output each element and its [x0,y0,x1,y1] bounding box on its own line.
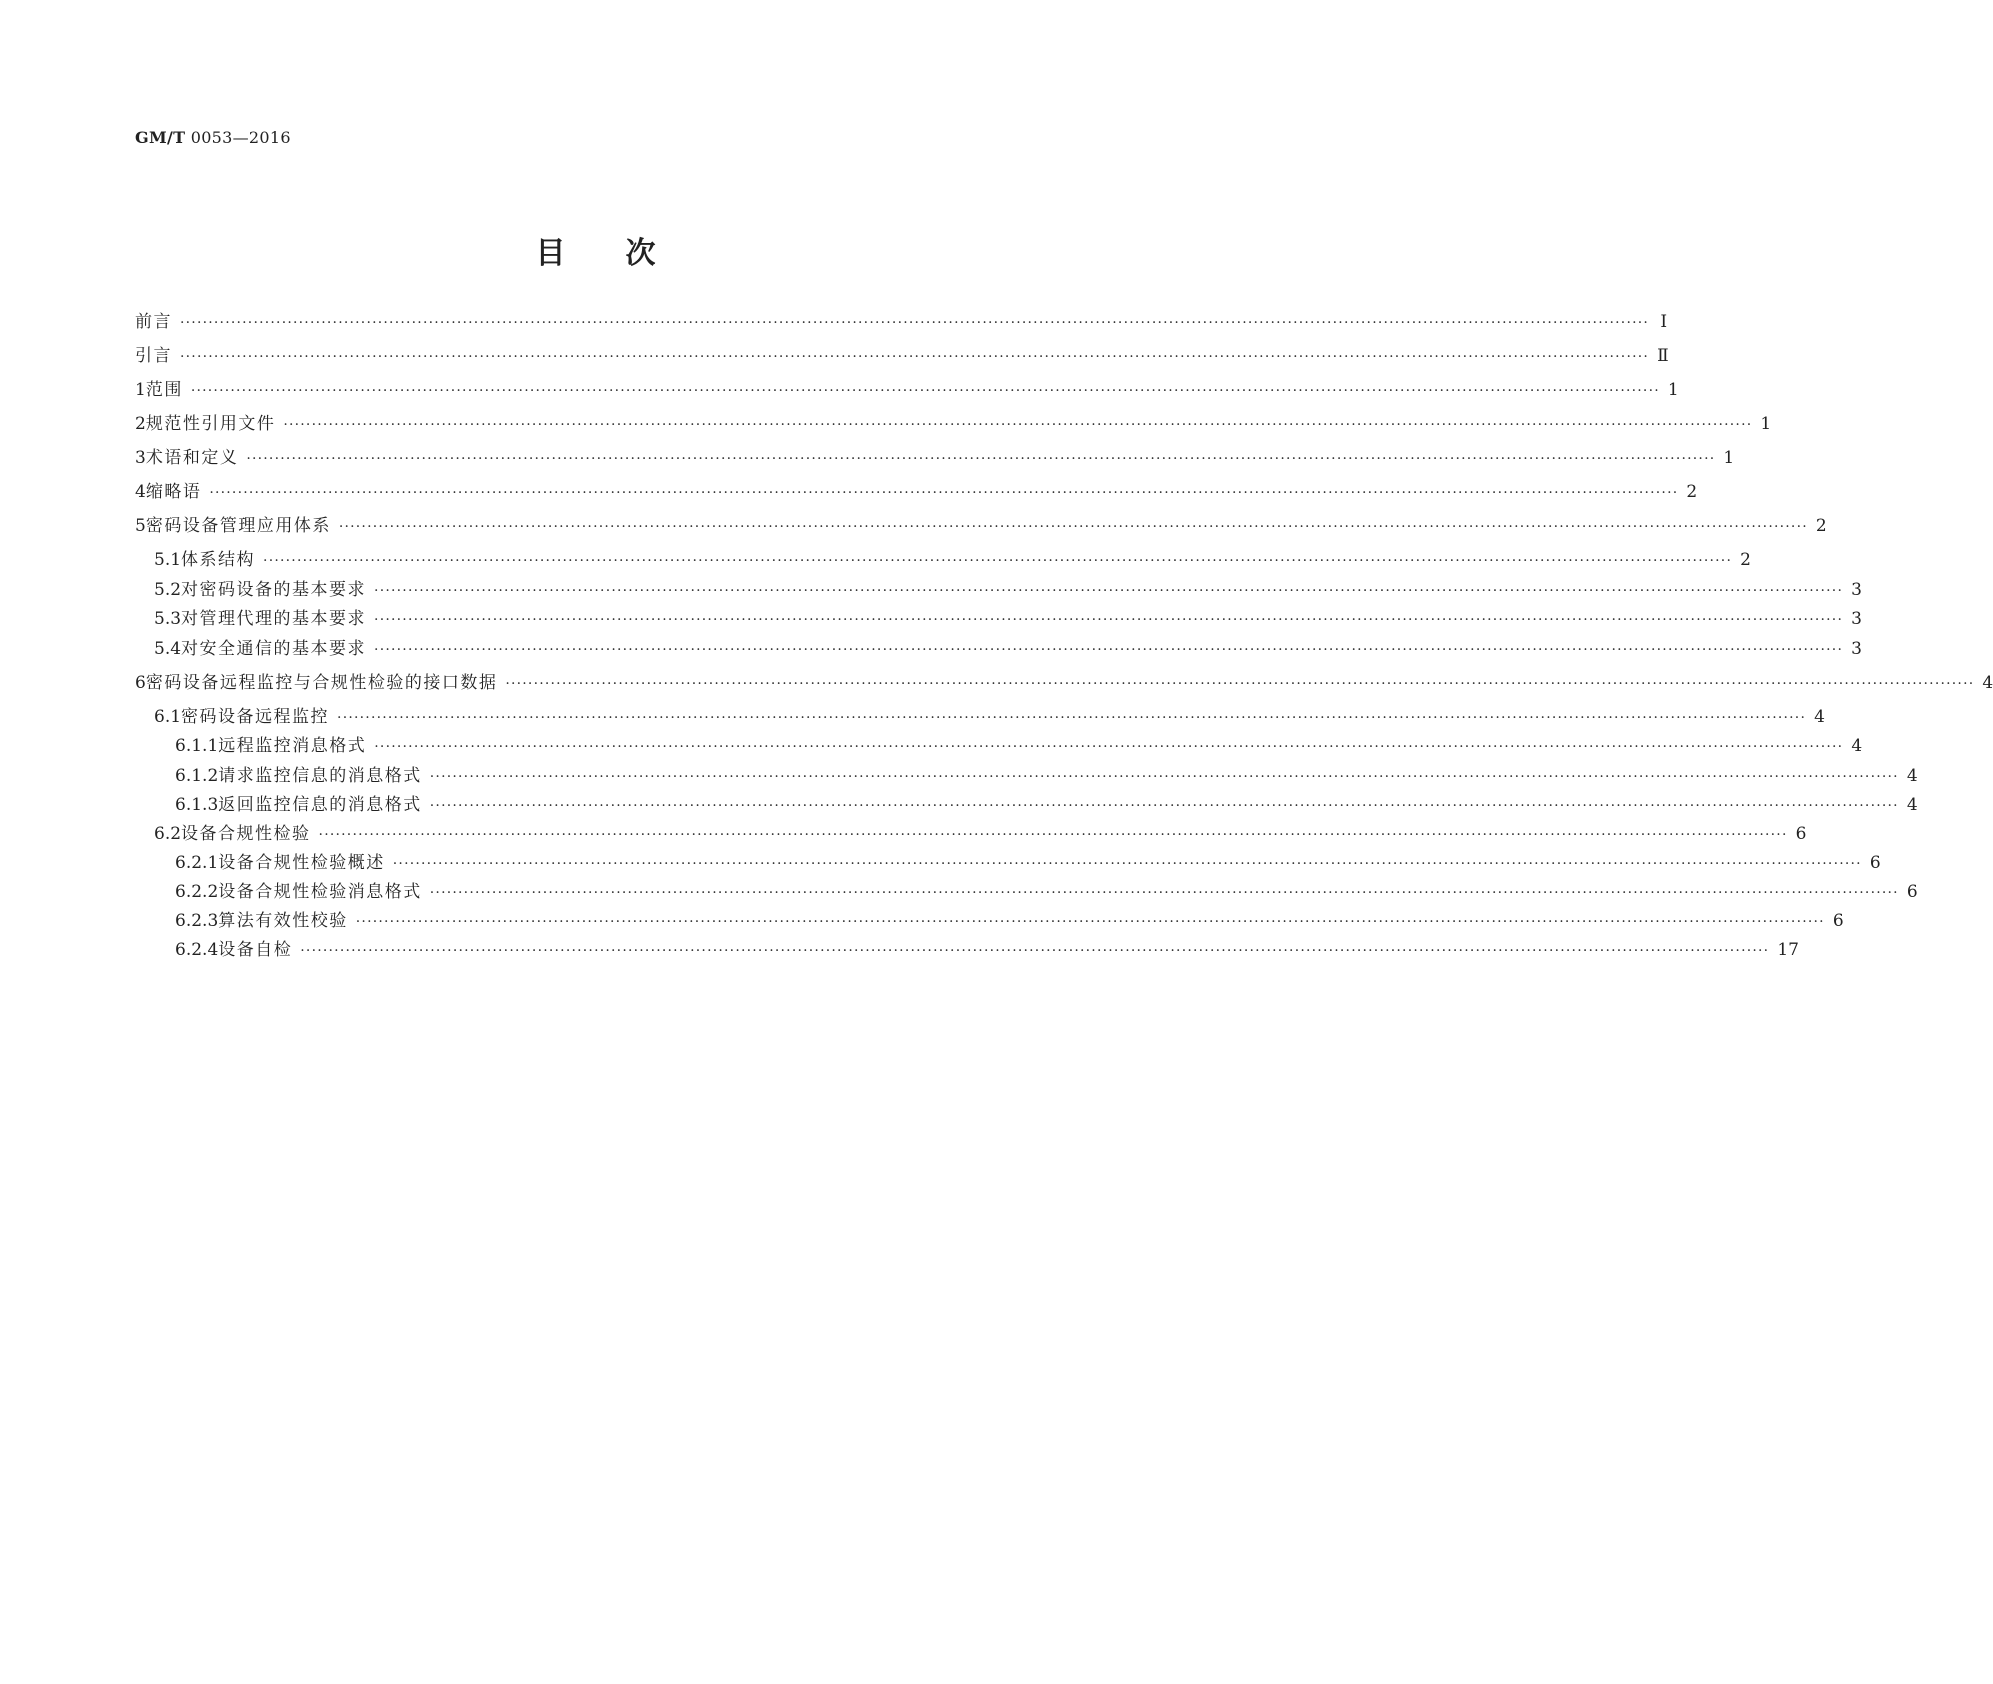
toc-entry-label: 密码设备管理应用体系 [145,516,331,536]
leader-dots: ···································································································································································································································································· [374,739,1844,755]
toc-entry-5-2[interactable] [154,575,1862,600]
toc-entry-label: 返回监控信息的消息格式 [218,795,422,815]
leader-dots: ···································································································································································································································································· [300,943,1770,959]
standard-code-prefix: GM/T [135,128,186,147]
toc-entry-page: 6 [1906,882,1918,902]
toc-entry-2[interactable] [135,409,1772,434]
toc-entry-6-2-1[interactable] [175,848,1881,873]
toc-entry-1[interactable] [135,375,1679,400]
toc-entry-page: Ⅰ [1660,312,1668,332]
toc-entry-5-4[interactable] [154,634,1862,659]
page-title: 目次 [535,236,716,271]
leader-dots: ···································································································································································································································································· [374,612,1844,628]
toc-entry-number: 6.2.2 [175,882,219,902]
toc-entry-page: 4 [1906,795,1918,815]
toc-entry-page: 4 [1982,673,1993,693]
toc-entry-4[interactable] [135,477,1698,502]
toc-entry-number: 1 [135,380,146,400]
toc-entry-label: 范围 [145,380,183,400]
leader-dots: ···································································································································································································································································· [283,417,1753,433]
toc-entry-number: 3 [135,448,146,468]
leader-dots: ···································································································································································································································································· [180,349,1650,365]
toc-entry-label: 前言 [135,312,172,332]
toc-entry-label: 设备合规性检验 [181,824,311,844]
leader-dots: ···································································································································································································································································· [338,519,1808,535]
toc-entry-number: 6.1.1 [175,736,219,756]
toc-entry-page: 2 [1740,550,1751,570]
toc-entry-page: 6 [1869,853,1881,873]
toc-entry-page: 4 [1851,736,1863,756]
toc-entry-page: 4 [1906,766,1918,786]
leader-dots: ···································································································································································································································································· [180,315,1650,331]
toc-entry-page: 1 [1760,414,1772,434]
toc-entry-label: 设备合规性检验概述 [218,853,385,873]
toc-entry-number: 6.2.3 [175,911,219,931]
toc-entry-label: 引言 [135,346,172,366]
leader-dots: ···································································································································································································································································· [429,798,1899,814]
leader-dots: ···································································································································································································································································· [246,451,1716,467]
toc-entry-label: 密码设备远程监控 [181,707,330,727]
toc-entry-6-2-4[interactable] [175,935,1799,960]
toc-entry-foreword[interactable] [135,307,1668,332]
leader-dots: ···································································································································································································································································· [209,485,1679,501]
toc-entry-5-1[interactable] [154,545,1751,570]
toc-entry-number: 6 [135,673,146,693]
toc-entry-label: 密码设备远程监控与合规性检验的接口数据 [145,673,498,693]
toc-entry-6-1[interactable] [154,702,1825,727]
leader-dots: ···································································································································································································································································· [355,914,1825,930]
toc-entry-page: 6 [1795,824,1807,844]
leader-dots: ···································································································································································································································································· [429,885,1899,901]
toc-entry-label: 设备合规性检验消息格式 [218,882,422,902]
toc-entry-number: 5.3 [154,609,182,629]
leader-dots: ···································································································································································································································································· [505,676,1975,692]
toc-entry-5[interactable] [135,511,1827,536]
toc-entry-number: 6.2.4 [175,940,219,960]
toc-entry-page: 2 [1815,516,1827,536]
toc-entry-page: 2 [1686,482,1698,502]
toc-entry-page: 1 [1667,380,1679,400]
toc-entry-label: 对安全通信的基本要求 [181,639,367,659]
toc-entry-label: 请求监控信息的消息格式 [218,766,422,786]
toc-entry-page: 3 [1851,580,1862,600]
toc-entry-number: 5.4 [154,639,182,659]
toc-entry-number: 5.2 [154,580,182,600]
leader-dots: ···································································································································································································································································· [374,642,1844,658]
leader-dots: ···································································································································································································································································· [337,710,1807,726]
toc-entry-3[interactable] [135,443,1735,468]
toc-entry-label: 对密码设备的基本要求 [181,580,367,600]
toc-entry-number: 6.2 [154,824,182,844]
leader-dots: ···································································································································································································································································· [190,383,1660,399]
standard-code [135,128,291,147]
toc-entry-label: 远程监控消息格式 [218,736,367,756]
toc-entry-number: 2 [135,414,146,434]
toc-entry-page: 3 [1851,609,1862,629]
toc-entry-number: 6.1 [154,707,182,727]
toc-entry-page: 4 [1814,707,1825,727]
toc-entry-label: 规范性引用文件 [145,414,276,434]
toc-entry-label: 术语和定义 [145,448,239,468]
leader-dots: ···································································································································································································································································· [429,769,1899,785]
toc-entry-label: 算法有效性校验 [218,911,348,931]
toc-entry-label: 体系结构 [181,550,256,570]
toc-entry-6-1-1[interactable] [175,731,1863,756]
leader-dots: ···································································································································································································································································· [392,856,1862,872]
toc-entry-number: 5 [135,516,146,536]
toc-entry-6-2-3[interactable] [175,906,1844,931]
toc-entry-page: 6 [1832,911,1844,931]
leader-dots: ···································································································································································································································································· [263,553,1733,569]
toc-entry-6-2[interactable] [154,819,1807,844]
toc-entry-page: 3 [1851,639,1862,659]
standard-code-number: 0053—2016 [185,128,291,147]
toc-entry-5-3[interactable] [154,604,1862,629]
toc-entry-page: 17 [1777,940,1799,960]
toc-entry-number: 6.2.1 [175,853,219,873]
leader-dots: ···································································································································································································································································· [318,827,1788,843]
toc-entry-label: 缩略语 [145,482,202,502]
toc-entry-number: 5.1 [154,550,182,570]
toc-entry-page: 1 [1723,448,1735,468]
toc-entry-label: 对管理代理的基本要求 [181,609,367,629]
toc-entry-introduction[interactable] [135,341,1669,366]
toc-entry-6-1-2[interactable] [175,761,1918,786]
toc-entry-6[interactable] [135,668,1993,693]
toc-entry-number: 6.1.3 [175,795,219,815]
leader-dots: ···································································································································································································································································· [374,583,1844,599]
toc-entry-number: 4 [135,482,146,502]
toc-entry-number: 6.1.2 [175,766,219,786]
toc-entry-6-1-3[interactable] [175,790,1918,815]
toc-entry-6-2-2[interactable] [175,877,1918,902]
toc-entry-page: Ⅱ [1657,346,1669,366]
toc-entry-label: 设备自检 [218,940,293,960]
